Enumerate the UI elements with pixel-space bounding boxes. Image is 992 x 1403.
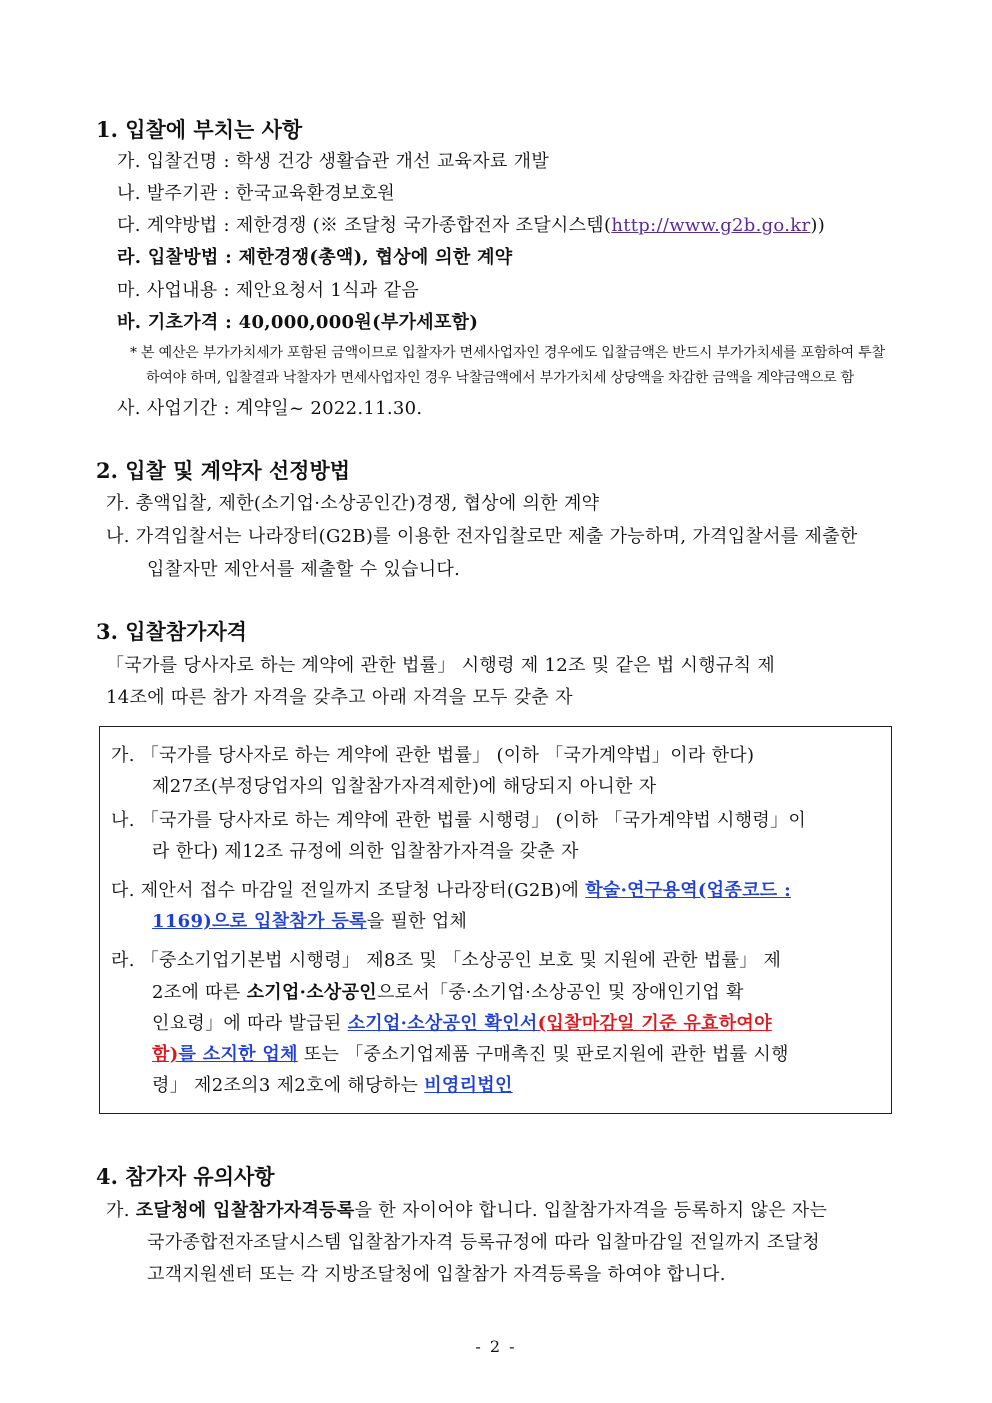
- page-number: - 2 -: [475, 1337, 517, 1356]
- sec1-item-na: 나. 발주기관 : 한국교육환경보호원: [117, 183, 396, 204]
- sec1-item-ga: 가. 입찰건명 : 학생 건강 생활습관 개선 교육자료 개발: [117, 151, 550, 172]
- box-ra4-blue: 를 소지한 업체: [178, 1044, 298, 1065]
- box-ra3-red: (입찰마감일 기준 유효하여야: [537, 1013, 772, 1034]
- box-ra3-blue: 소기업·소상공인 확인서: [347, 1013, 538, 1034]
- box-item-ra-line-4: [152, 1040, 789, 1070]
- g2b-link[interactable]: http://www.g2b.go.kr: [611, 215, 811, 236]
- box-item-ga-line-1: 가. 「국가를 당사자로 하는 계약에 관한 법률」 (이하 「국가계약법」이라 한다): [111, 745, 755, 766]
- box-ra2-prefix: 2조에 따른: [152, 982, 247, 1003]
- sec4-item-ga-line-1: [106, 1196, 827, 1226]
- sec1-note-line-2: 하여야 하며, 입찰결과 낙찰자가 면세사업자인 경우 낙찰금액에서 부가가치세 상당액을 차감한 금액을 계약금액으로 함: [146, 370, 855, 386]
- sec1-item-da: [117, 211, 825, 241]
- box-da-text: 다. 제안서 접수 마감일 전일까지 조달청 나라장터(G2B)에: [111, 880, 586, 901]
- box-ra4-suffix: 또는 「중소기업제품 구매촉진 및 판로지원에 관한 법률 시행: [297, 1044, 789, 1065]
- sec1-item-sa: 사. 사업기간 : 계약일~ 2022.11.30.: [117, 398, 423, 419]
- sec4-ga-marker: 가.: [106, 1200, 136, 1221]
- sec4-ga-suffix: 을 한 자이어야 합니다. 입찰참가자격을 등록하지 않은 자는: [354, 1200, 828, 1221]
- sec4-ga-bold: 조달청에 입찰참가자격등록: [135, 1200, 355, 1221]
- section-1-title: 1. 입찰에 부치는 사항: [96, 117, 303, 142]
- sec1-item-ba: 바. 기초가격 : 40,000,000원(부가세포함): [117, 312, 479, 333]
- sec4-item-ga-line-2: 국가종합전자조달시스템 입찰참가자격 등록규정에 따라 입찰마감일 전일까지 조달청: [147, 1232, 820, 1253]
- box-ra2-bold: 소기업·소상공인: [246, 982, 377, 1003]
- box-ra3-prefix: 인요령」에 따라 발급된: [152, 1013, 348, 1034]
- section-2-title: 2. 입찰 및 계약자 선정방법: [96, 458, 351, 483]
- box-da-highlight-1: 학술·연구용역(업종코드 :: [585, 880, 792, 901]
- box-ra5-blue: 비영리법인: [424, 1075, 513, 1096]
- sec3-intro-line-2: 14조에 따른 참가 자격을 갖추고 아래 자격을 모두 갖춘 자: [106, 687, 573, 708]
- box-ra2-suffix: 으로서「중·소기업·소상공인 및 장애인기업 확: [376, 982, 744, 1003]
- box-item-na-line-2: 라 한다) 제12조 규정에 의한 입찰참가자격을 갖춘 자: [152, 841, 579, 862]
- section-3-title: 3. 입찰참가자격: [96, 619, 247, 644]
- sec1-note-line-1: * 본 예산은 부가가치세가 포함된 금액이므로 입찰자가 면세사업자인 경우에도 입찰금액은 반드시 부가가치세를 포함하여 투찰: [130, 345, 885, 361]
- sec1-da-suffix: )): [810, 215, 826, 236]
- box-ra4-red: 함): [152, 1044, 179, 1065]
- sec1-item-ma: 마. 사업내용 : 제안요청서 1식과 같음: [117, 280, 419, 301]
- sec4-item-ga-line-3: 고객지원센터 또는 각 지방조달청에 입찰참가 자격등록을 하여야 합니다.: [147, 1264, 726, 1285]
- sec2-item-na-line-1: 나. 가격입찰서는 나라장터(G2B)를 이용한 전자입찰로만 제출 가능하며, 가격입찰서를 제출한: [106, 526, 858, 547]
- box-item-ga-line-2: 제27조(부정당업자의 입찰참가자격제한)에 해당되지 아니한 자: [152, 776, 657, 797]
- box-item-ra-line-2: [152, 978, 744, 1008]
- box-item-ra-line-3: [152, 1009, 772, 1039]
- box-item-ra-line-5: [152, 1071, 513, 1101]
- box-da-highlight-2: 1169)으로 입찰참가 등록: [152, 911, 367, 932]
- sec1-da-prefix: 다. 계약방법 : 제한경쟁 (※ 조달청 국가종합전자 조달시스템(: [117, 215, 612, 236]
- section-4-title: 4. 참가자 유의사항: [96, 1164, 275, 1189]
- sec2-item-na-line-2: 입찰자만 제안서를 제출할 수 있습니다.: [147, 559, 461, 580]
- box-item-da-line-2: [152, 907, 467, 937]
- box-item-na-line-1: 나. 「국가를 당사자로 하는 계약에 관한 법률 시행령」 (이하 「국가계약법 시행령」이: [111, 810, 807, 831]
- box-da-suffix: 을 필한 업체: [366, 911, 468, 932]
- box-item-da-line-1: [111, 876, 791, 906]
- sec3-intro-line-1: 「국가를 당사자로 하는 계약에 관한 법률」 시행령 제 12조 및 같은 법 시행규칙 제: [106, 655, 776, 676]
- box-item-ra-line-1: 라. 「중소기업기본법 시행령」 제8조 및 「소상공인 보호 및 지원에 관한 법률」 제: [111, 950, 782, 971]
- box-ra5-prefix: 령」 제2조의3 제2호에 해당하는: [152, 1075, 425, 1096]
- sec1-item-ra: 라. 입찰방법 : 제한경쟁(총액), 협상에 의한 계약: [117, 247, 513, 268]
- sec2-item-ga: 가. 총액입찰, 제한(소기업·소상공인간)경쟁, 협상에 의한 계약: [106, 493, 600, 514]
